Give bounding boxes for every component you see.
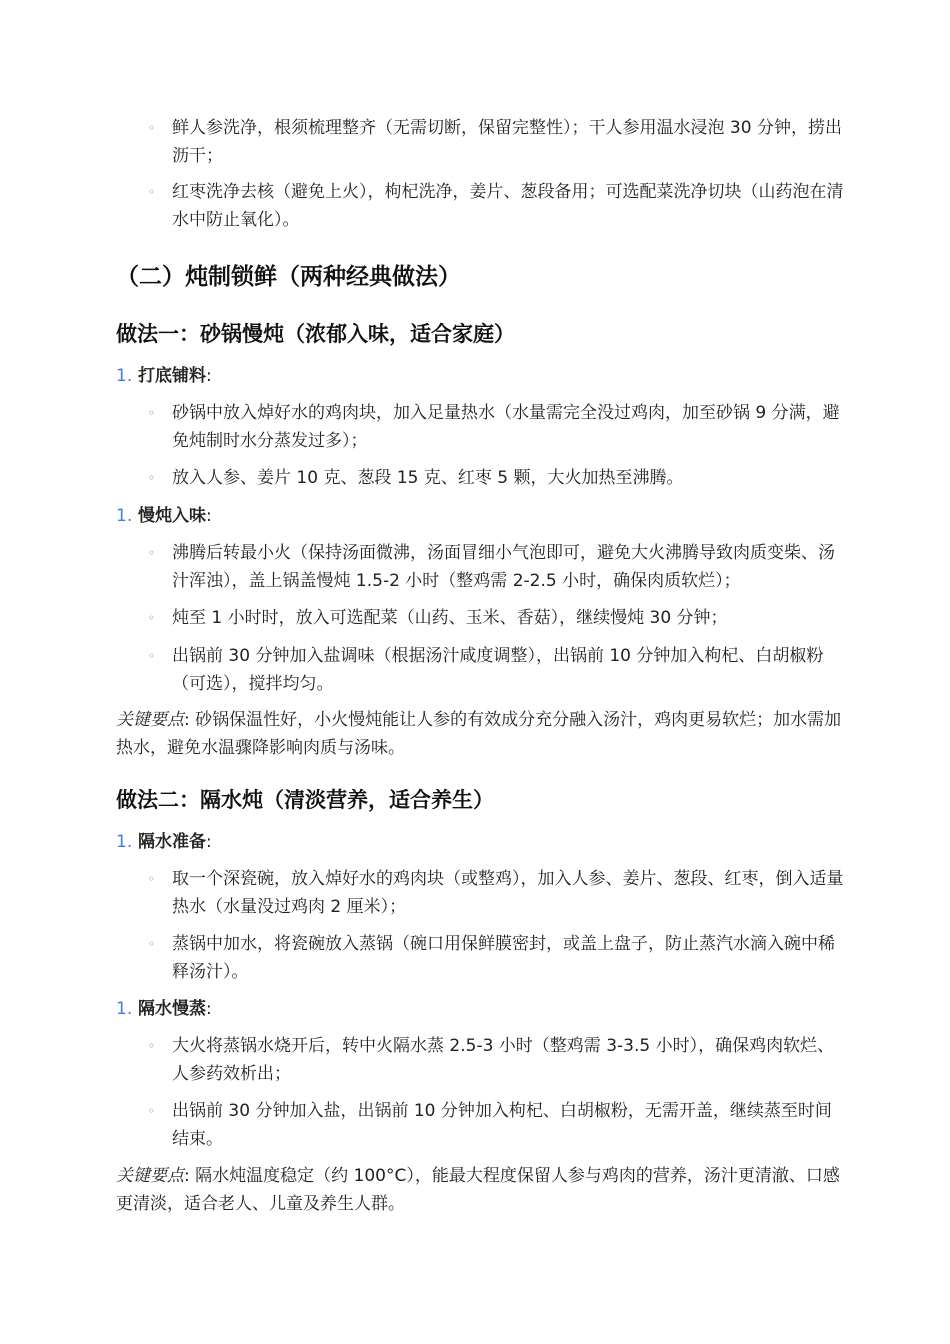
- step-colon: :: [206, 999, 212, 1019]
- note-text: : 隔水炖温度稳定（约 100°C），能最大程度保留人参与鸡肉的营养，汤汁更清澈、口感更清淡，适合老人、儿童及养生人群。: [116, 1166, 840, 1214]
- note-label: 关键要点: [116, 710, 184, 730]
- list-item-text: 砂锅中放入焯好水的鸡肉块，加入足量热水（水量需完全没过鸡肉，加至砂锅 9 分满，避免炖制时水分蒸发过多）；: [172, 403, 840, 451]
- list-item-text: 蒸锅中加水，将瓷碗放入蒸锅（碗口用保鲜膜密封，或盖上盘子，防止蒸汽水滴入碗中稀释汤汁）。: [172, 934, 835, 982]
- bullet-marker: ◦: [148, 1104, 156, 1118]
- method2-step-1: [116, 828, 856, 856]
- method2-key-note: [116, 1162, 846, 1218]
- list-item-text: 出锅前 30 分钟加入盐调味（根据汤汁咸度调整），出锅前 10 分钟加入枸杞、白胡椒粉（可选），搅拌均匀。: [172, 646, 824, 694]
- bullet-marker: ◦: [148, 471, 156, 485]
- list-item-text: 红枣洗净去核（避免上火），枸杞洗净，姜片、葱段备用；可选配菜洗净切块（山药泡在清水中防止氧化）。: [172, 182, 844, 230]
- method1-key-note: [116, 706, 846, 762]
- step-label: 隔水慢蒸: [138, 999, 206, 1019]
- step-label: 打底铺料: [138, 366, 206, 386]
- step-colon: :: [206, 832, 212, 852]
- step-colon: :: [206, 366, 212, 386]
- list-item-text: 取一个深瓷碗，放入焯好水的鸡肉块（或整鸡），加入人参、姜片、葱段、红枣，倒入适量热水（水量没过鸡肉 2 厘米）；: [172, 869, 844, 917]
- note-label: 关键要点: [116, 1166, 184, 1186]
- method2-step-2: [116, 995, 856, 1023]
- step-label: 隔水准备: [138, 832, 206, 852]
- method1-heading: 做法一：砂锅慢炖（浓郁入味，适合家庭）: [116, 322, 515, 346]
- bullet-marker: ◦: [148, 406, 156, 420]
- step-number: 1.: [116, 999, 133, 1019]
- step-number: 1.: [116, 366, 133, 386]
- method1-step-2: [116, 502, 856, 530]
- list-item-text: 沸腾后转最小火（保持汤面微沸，汤面冒细小气泡即可，避免大火沸腾导致肉质变柴、汤汁浑浊），盖上锅盖慢炖 1.5-2 小时（整鸡需 2-2.5 小时，确保肉质软烂）；: [172, 543, 835, 591]
- step-colon: :: [206, 506, 212, 526]
- step-number: 1.: [116, 506, 133, 526]
- list-item-text: 鲜人参洗净，根须梳理整齐（无需切断，保留完整性）；干人参用温水浸泡 30 分钟，捞出沥干；: [172, 118, 842, 166]
- list-item-text: 放入人参、姜片 10 克、葱段 15 克、红枣 5 颗，大火加热至沸腾。: [172, 468, 684, 488]
- bullet-marker: ◦: [148, 185, 156, 199]
- bullet-marker: ◦: [148, 611, 156, 625]
- step-number: 1.: [116, 832, 133, 852]
- bullet-marker: ◦: [148, 872, 156, 886]
- bullet-marker: ◦: [148, 121, 156, 135]
- bullet-marker: ◦: [148, 937, 156, 951]
- note-text: : 砂锅保温性好，小火慢炖能让人参的有效成分充分融入汤汁，鸡肉更易软烂；加水需加热水，避免水温骤降影响肉质与汤味。: [116, 710, 842, 758]
- bullet-marker: ◦: [148, 1039, 156, 1053]
- bullet-marker: ◦: [148, 546, 156, 560]
- list-item-text: 出锅前 30 分钟加入盐，出锅前 10 分钟加入枸杞、白胡椒粉，无需开盖，继续蒸至时间结束。: [172, 1101, 832, 1149]
- list-item-text: 大火将蒸锅水烧开后，转中火隔水蒸 2.5-3 小时（整鸡需 3-3.5 小时），确保鸡肉软烂、人参药效析出；: [172, 1036, 835, 1084]
- step-label: 慢炖入味: [138, 506, 206, 526]
- method1-step-1: [116, 362, 856, 390]
- section-heading: （二）炖制锁鲜（两种经典做法）: [116, 264, 461, 290]
- bullet-marker: ◦: [148, 649, 156, 663]
- method2-heading: 做法二：隔水炖（清淡营养，适合养生）: [116, 788, 494, 812]
- list-item-text: 炖至 1 小时时，放入可选配菜（山药、玉米、香菇），继续慢炖 30 分钟；: [172, 608, 728, 628]
